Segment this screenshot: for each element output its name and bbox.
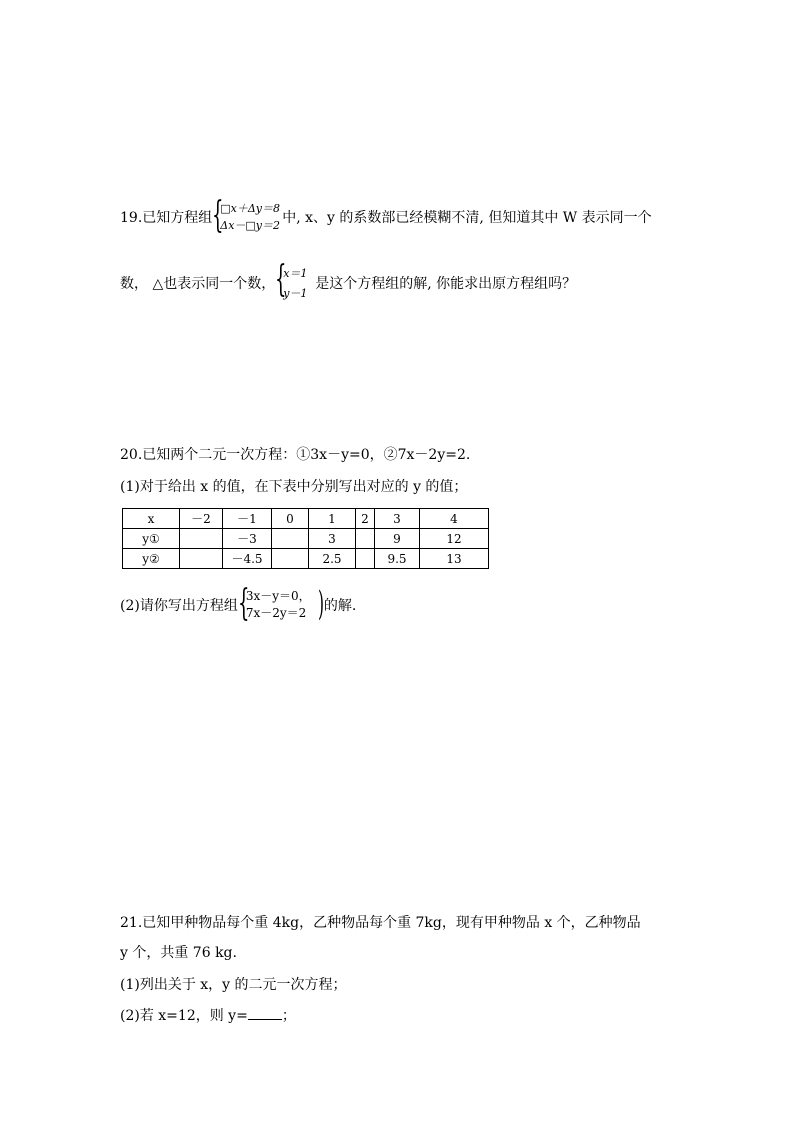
answer-blank[interactable] — [248, 1007, 282, 1020]
q19-sol2: y－1 — [283, 287, 308, 300]
table-row — [123, 549, 489, 569]
q19-equation-system — [212, 195, 282, 236]
table-cell — [180, 529, 223, 549]
table-cell: 2 — [356, 509, 375, 529]
q19-line2-suffix: 是这个方程组的解, 你能求出原方程组吗？ — [315, 276, 577, 292]
table-cell: －2 — [180, 509, 223, 529]
table-cell: 0 — [272, 509, 309, 529]
q20-part2-suffix: 的解. — [323, 598, 357, 614]
table-cell: 4 — [420, 509, 489, 529]
table-cell: 12 — [420, 529, 489, 549]
table-cell — [356, 529, 375, 549]
q19-solution-system — [275, 259, 315, 304]
question-19-line2 — [120, 259, 577, 304]
table-cell: 3 — [375, 509, 420, 529]
q21-part2-prefix: (2)若 x=12，则 y= — [120, 1008, 248, 1024]
table-cell: y② — [123, 549, 180, 569]
table-cell: 13 — [420, 549, 489, 569]
q19-eq2: Δx－□y＝2 — [220, 219, 281, 232]
table-cell — [272, 549, 309, 569]
table-row — [123, 529, 489, 549]
q19-line2-prefix: 数， △也表示同一个数， — [120, 276, 276, 292]
q20-title: 20.已知两个二元一次方程：①3x－y=0，②7x－2y=2. — [120, 447, 471, 463]
table-cell: x — [123, 509, 180, 529]
q21-part2-suffix: ； — [281, 1008, 296, 1024]
table-cell — [356, 549, 375, 569]
q21-part2 — [120, 1005, 296, 1025]
q19-prefix: 19.已知方程组 — [120, 210, 213, 226]
table-cell: 3 — [309, 529, 356, 549]
q20-sys-eq2: 7x－2y＝2 — [245, 606, 307, 620]
q19-eq1: □x＋Δy＝8 — [220, 202, 281, 215]
q20-equation-system — [237, 583, 324, 624]
q20-sys-eq1: 3x－y＝0， — [245, 589, 311, 603]
q21-line2: y 个，共重 76 kg. — [120, 945, 237, 961]
table-cell: 9.5 — [375, 549, 420, 569]
q20-part1: (1)对于给出 x 的值，在下表中分别写出对应的 y 的值； — [120, 479, 468, 495]
table-cell: 2.5 — [309, 549, 356, 569]
q20-part2 — [120, 583, 357, 624]
q20-part2-prefix: (2)请你写出方程组 — [120, 598, 238, 614]
table-cell — [180, 549, 223, 569]
table-cell: 1 — [309, 509, 356, 529]
table-cell: －1 — [223, 509, 272, 529]
q19-suffix: 中, x、y 的系数部已经模糊不清, 但知道其中 W 表示同一个 — [282, 210, 652, 226]
q21-line1: 21.已知甲种物品每个重 4kg，乙种物品每个重 7kg，现有甲种物品 x 个，乙种物品 — [120, 915, 641, 931]
values-table — [122, 508, 489, 569]
table-cell: －4.5 — [223, 549, 272, 569]
left-brace: { — [237, 583, 250, 624]
question-19-line1 — [120, 195, 652, 236]
table-row — [123, 509, 489, 529]
q19-sol1: x＝1 — [283, 267, 308, 280]
left-brace: { — [212, 195, 224, 236]
left-brace: { — [275, 259, 287, 300]
table-cell: y① — [123, 529, 180, 549]
table-cell: －3 — [223, 529, 272, 549]
q21-part1: (1)列出关于 x，y 的二元一次方程； — [120, 977, 347, 993]
right-paren: ) — [317, 584, 324, 624]
table-cell: 9 — [375, 529, 420, 549]
table-cell — [272, 529, 309, 549]
